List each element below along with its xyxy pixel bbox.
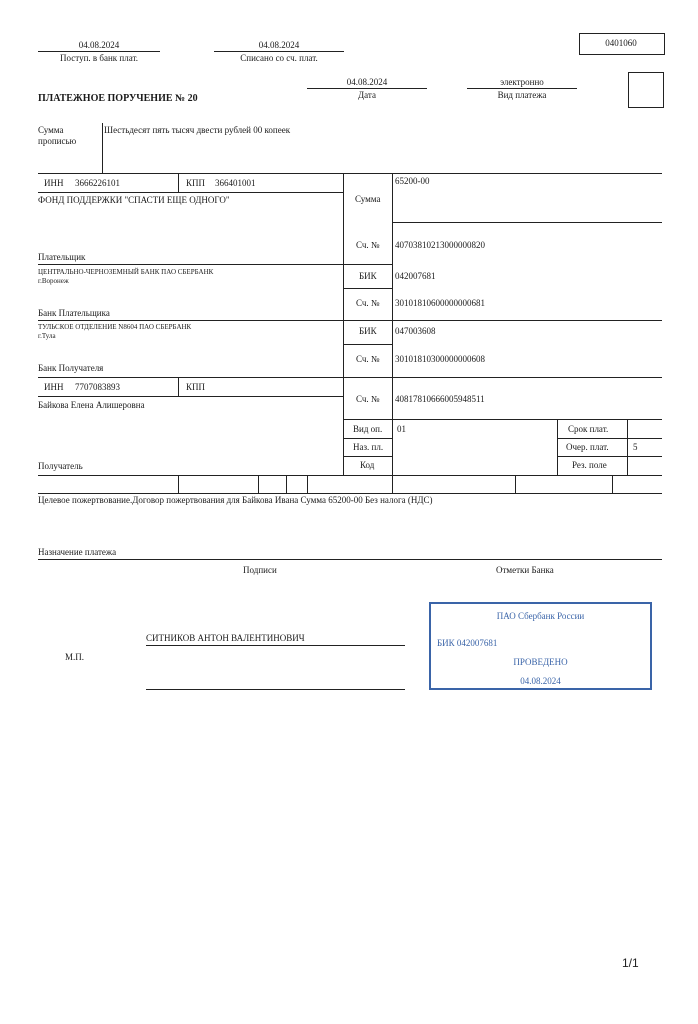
purpose-code-label: Наз. пл. <box>353 442 384 452</box>
stamp-status: ПРОВЕДЕНО <box>513 657 568 667</box>
divider <box>38 396 343 397</box>
payee-account-label: Сч. № <box>356 394 380 404</box>
payer-corr-label: Сч. № <box>356 298 380 308</box>
received-date: 04.08.2024 <box>78 40 120 50</box>
payee-bik-label: БИК <box>359 326 377 336</box>
priority: 5 <box>633 442 638 452</box>
divider <box>307 88 427 89</box>
divider <box>38 264 343 265</box>
payer-bik-label: БИК <box>359 271 377 281</box>
divider <box>214 51 344 52</box>
payer-account-label: Сч. № <box>356 240 380 250</box>
divider <box>612 475 613 493</box>
divider <box>38 192 343 193</box>
bank-marks-label: Отметки Банка <box>496 565 554 575</box>
divider <box>392 173 393 475</box>
divider <box>38 320 662 321</box>
divider <box>343 173 344 475</box>
payee-bik: 047003608 <box>395 326 436 336</box>
debited-label: Списано со сч. плат. <box>240 53 318 63</box>
payment-type: электронно <box>500 77 544 87</box>
received-label: Поступ. в банк плат. <box>60 53 138 63</box>
payment-type-label: Вид платежа <box>497 90 547 100</box>
payer-bik: 042007681 <box>395 271 436 281</box>
payer-kpp-label: КПП <box>186 178 206 188</box>
payer-account: 40703810213000000820 <box>395 240 485 250</box>
amount-words: Шестьдесят пять тысяч двести рублей 00 копеек <box>104 125 291 135</box>
divider <box>102 123 103 173</box>
order-date-label: Дата <box>358 90 376 100</box>
purpose-label: Назначение платежа <box>38 547 117 557</box>
empty-code-box <box>628 72 664 108</box>
page-indicator: 1/1 <box>622 956 639 970</box>
payer-inn: 3666226101 <box>75 178 120 188</box>
order-date: 04.08.2024 <box>346 77 388 87</box>
payer-corr-account: 30101810600000000681 <box>395 298 485 308</box>
payee-inn-label: ИНН <box>44 382 64 392</box>
payer-bank-name: ЦЕНТРАЛЬНО-ЧЕРНОЗЕМНЫЙ БАНК ПАО СБЕРБАНК <box>38 268 214 276</box>
divider <box>392 475 393 493</box>
debited-date: 04.08.2024 <box>258 40 300 50</box>
divider <box>557 419 558 475</box>
divider <box>307 475 308 493</box>
divider <box>392 222 662 223</box>
payer-label: Плательщик <box>38 252 86 262</box>
divider <box>627 419 628 475</box>
payer-bank-city: г.Воронеж <box>38 277 69 285</box>
form-code: 0401060 <box>605 38 637 48</box>
divider <box>467 88 577 89</box>
code-label: Код <box>360 460 375 470</box>
divider <box>343 344 392 345</box>
amount-words-label: Сумма <box>38 125 64 135</box>
payer-inn-label: ИНН <box>44 178 64 188</box>
divider <box>557 438 662 439</box>
stamp-date: 04.08.2024 <box>520 676 561 686</box>
divider <box>258 475 259 493</box>
divider <box>343 456 392 457</box>
payer-name: ФОНД ПОДДЕРЖКИ "СПАСТИ ЕЩЕ ОДНОГО" <box>38 195 230 205</box>
divider <box>343 438 392 439</box>
divider <box>178 173 179 192</box>
divider <box>38 475 662 476</box>
divider <box>343 264 392 265</box>
priority-label: Очер. плат. <box>566 442 609 452</box>
bank-stamp <box>429 602 652 690</box>
divider <box>515 475 516 493</box>
signature-line <box>146 645 405 646</box>
sum-label: Сумма <box>355 194 381 204</box>
divider <box>557 456 662 457</box>
payee-corr-label: Сч. № <box>356 354 380 364</box>
payee-bank-name: ТУЛЬСКОЕ ОТДЕЛЕНИЕ N8604 ПАО СБЕРБАНК <box>38 323 192 331</box>
amount-words-label-2: прописью <box>38 136 77 146</box>
payer-kpp: 366401001 <box>215 178 256 188</box>
divider <box>38 51 160 52</box>
op-type-label: Вид оп. <box>353 424 383 434</box>
payee-name: Байкова Елена Алишеровна <box>38 400 145 410</box>
signer-name: СИТНИКОВ АНТОН ВАЛЕНТИНОВИЧ <box>146 633 305 643</box>
purpose-text: Целевое пожертвование.Договор пожертвования для Байкова Ивана Сумма 65200-00 Без налога (НДС) <box>38 495 433 505</box>
payer-bank-label: Банк Плательщика <box>38 308 110 318</box>
divider <box>38 493 662 494</box>
seal-label: М.П. <box>65 652 85 662</box>
divider <box>343 288 392 289</box>
divider <box>178 475 179 493</box>
payee-kpp-label: КПП <box>186 382 206 392</box>
divider <box>343 419 662 420</box>
payee-bank-label: Банк Получателя <box>38 363 104 373</box>
payee-inn: 7707083893 <box>75 382 120 392</box>
payee-account: 40817810666005948511 <box>395 394 485 404</box>
divider <box>38 173 662 174</box>
divider <box>38 377 662 378</box>
payee-label: Получатель <box>38 461 83 471</box>
payee-bank-city: г.Тула <box>38 332 56 340</box>
signature-line <box>146 689 405 690</box>
divider <box>38 559 662 560</box>
op-type: 01 <box>397 424 406 434</box>
deadline-label: Срок плат. <box>568 424 609 434</box>
payee-corr-account: 30101810300000000608 <box>395 354 485 364</box>
amount: 65200-00 <box>395 176 430 186</box>
divider <box>286 475 287 493</box>
stamp-bank: ПАО Сбербанк России <box>496 611 585 621</box>
divider <box>178 377 179 396</box>
reserve-label: Рез. поле <box>572 460 607 470</box>
order-title: ПЛАТЕЖНОЕ ПОРУЧЕНИЕ № 20 <box>38 93 198 104</box>
signatures-label: Подписи <box>243 565 277 575</box>
stamp-bik: БИК 042007681 <box>437 638 498 648</box>
